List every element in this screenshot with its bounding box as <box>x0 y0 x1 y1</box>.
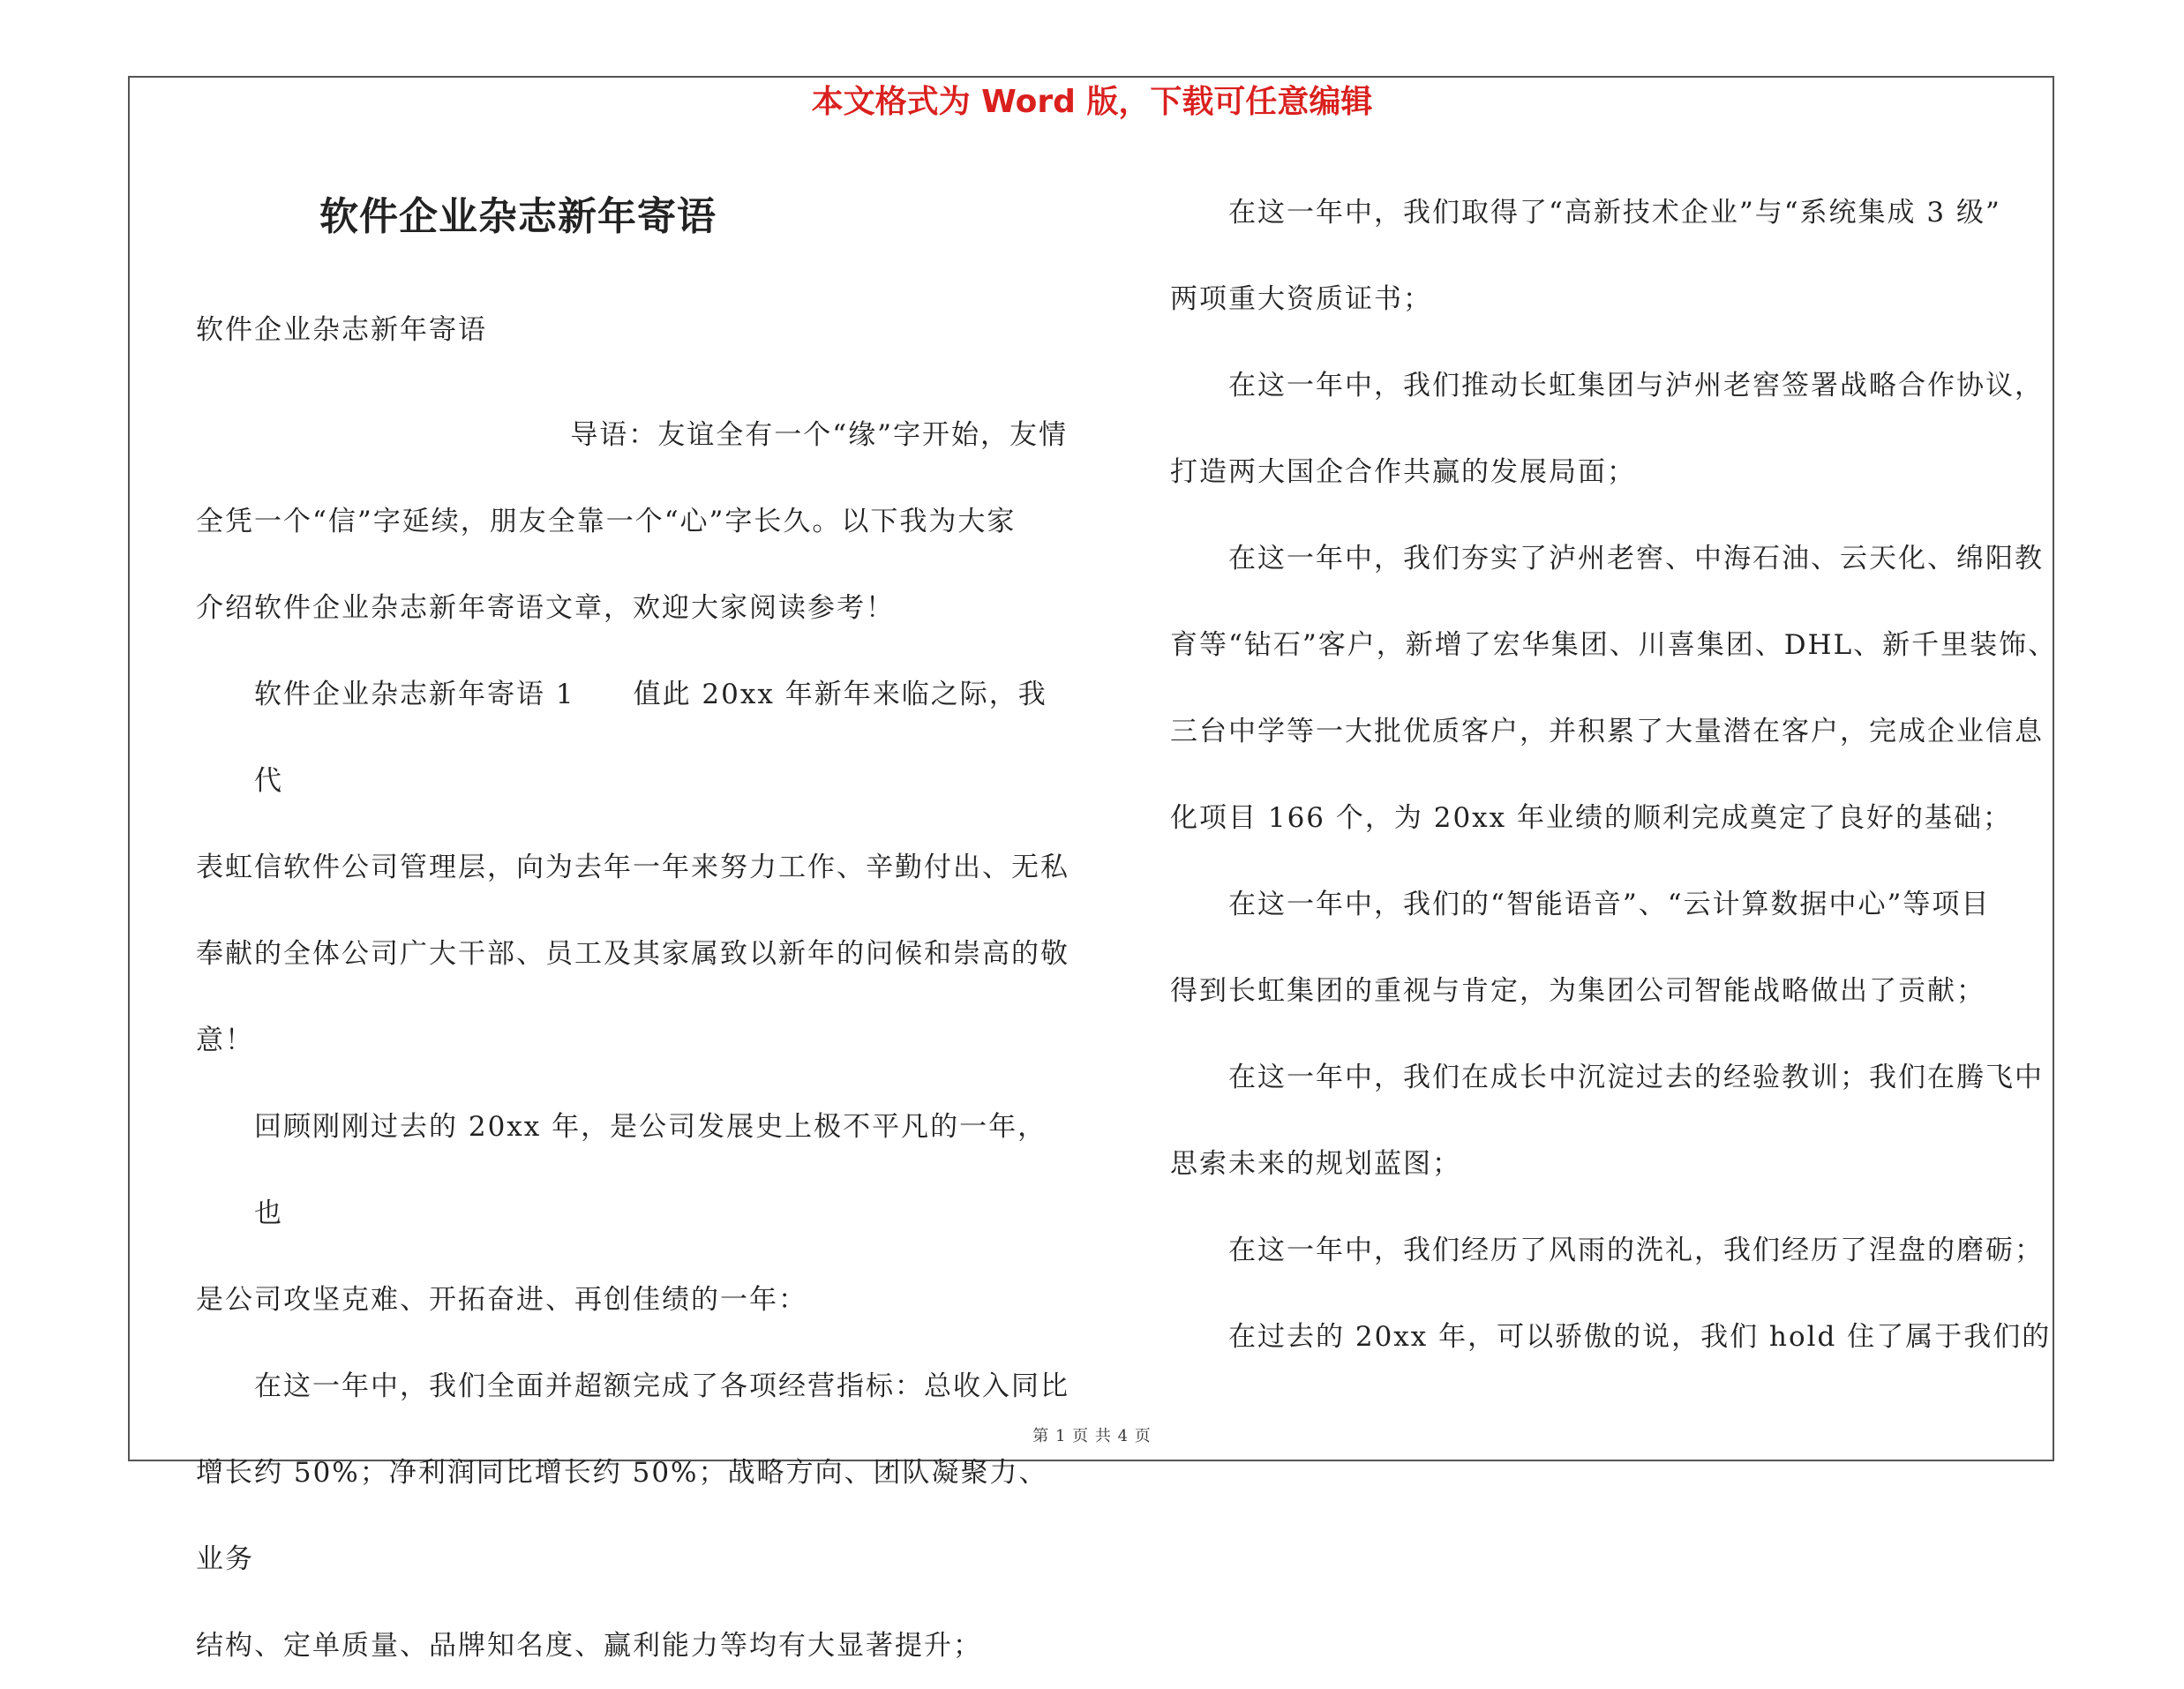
paragraph-r7 <box>1170 1294 2054 1380</box>
paragraph-r3 <box>1170 515 2058 861</box>
paragraph-r1 <box>1170 169 2054 342</box>
paragraph-line: 是公司攻坚克难、开拓奋进、再创佳绩的一年： <box>196 1284 807 1316</box>
paragraph-line: 在过去的 20xx 年，可以骄傲的说，我们 hold 住了属于我们的 <box>1228 1321 2052 1353</box>
paragraph-r5 <box>1170 1034 2054 1207</box>
paragraph-line: 育等“钻石”客户，新增了宏华集团、川喜集团、DHL、新千里装饰、 <box>1170 629 2058 661</box>
paragraph-line: 回顾刚刚过去的 20xx 年，是公司发展史上极不平凡的一年，也 <box>254 1111 1047 1229</box>
paragraph-line: 在这一年中，我们取得了“高新技术企业”与“系统集成 3 级” <box>1228 197 2001 229</box>
paragraph-line: 三台中学等一大批优质客户，并积累了大量潜在客户，完成企业信息 <box>1170 716 2044 747</box>
paragraph-r2 <box>1170 342 2054 515</box>
paragraph-r6 <box>1170 1207 2054 1294</box>
intro-line: 全凭一个“信”字延续，朋友全靠一个“心”字长久。以下我为大家 <box>196 506 1017 537</box>
paragraph-line: 两项重大资质证书； <box>1170 283 1432 315</box>
intro-line: 导语：友谊全有一个“缘”字开始，友情 <box>570 419 1068 451</box>
paragraph-line: 在这一年中，我们推动长虹集团与泸州老窖签署战略合作协议， <box>1228 370 2044 402</box>
paragraph-line: 打造两大国企合作共赢的发展局面； <box>1170 456 1636 488</box>
paragraph-line: 在这一年中，我们的“智能语音”、“云计算数据中心”等项目 <box>1228 889 1991 920</box>
paragraph-line: 在这一年中，我们经历了风雨的洗礼，我们经历了涅盘的磨砺； <box>1228 1235 2044 1266</box>
paragraph-line: 在这一年中，我们在成长中沉淀过去的经验教训；我们在腾飞中 <box>1228 1062 2044 1093</box>
paragraph-line: 思索未来的规划蓝图； <box>1170 1148 1461 1180</box>
intro-line: 介绍软件企业杂志新年寄语文章，欢迎大家阅读参考！ <box>196 592 895 624</box>
paragraph-line: 表虹信软件公司管理层，向为去年一年来努力工作、辛勤付出、无私 <box>196 852 1069 883</box>
paragraph-1 <box>196 651 1069 1084</box>
paragraph-2 <box>196 1084 1069 1343</box>
left-column <box>196 168 1069 1689</box>
subtitle: 软件企业杂志新年寄语 <box>196 314 487 346</box>
intro-paragraph <box>196 392 1069 651</box>
paragraph-line: 在这一年中，我们夯实了泸州老窖、中海石油、云天化、绵阳教 <box>1228 543 2044 574</box>
paragraph-line: 意！ <box>196 1025 254 1056</box>
paragraph-r4 <box>1170 861 2054 1034</box>
format-banner: 本文格式为 Word 版，下载可任意编辑 <box>811 84 1373 120</box>
document-title: 软件企业杂志新年寄语 <box>319 194 717 239</box>
paragraph-line: 化项目 166 个，为 20xx 年业绩的顺利完成奠定了良好的基础； <box>1170 802 2012 834</box>
paragraph-line: 增长约 50%；净利润同比增长约 50%；战略方向、团队凝聚力、业务 <box>196 1457 1048 1575</box>
right-column <box>1170 169 2058 1380</box>
paragraph-line: 在这一年中，我们全面并超额完成了各项经营指标：总收入同比 <box>254 1370 1069 1402</box>
paragraph-3 <box>196 1343 1069 1689</box>
paragraph-line: 奉献的全体公司广大干部、员工及其家属致以新年的问候和崇高的敬 <box>196 938 1069 970</box>
page-number-footer: 第 1 页 共 4 页 <box>1032 1427 1152 1445</box>
paragraph-line: 结构、定单质量、品牌知名度、赢利能力等均有大显著提升； <box>196 1630 982 1662</box>
paragraph-line: 得到长虹集团的重视与肯定，为集团公司智能战略做出了贡献； <box>1170 975 1985 1007</box>
paragraph-line: 软件企业杂志新年寄语 1 值此 20xx 年新年来临之际，我代 <box>254 679 1047 797</box>
